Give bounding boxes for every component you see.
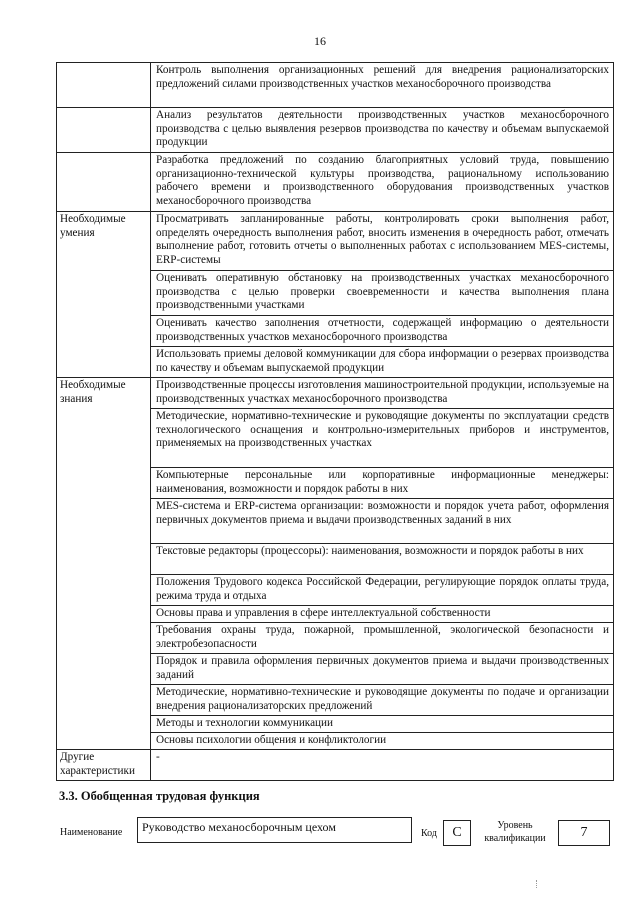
level-field: 7 bbox=[558, 820, 610, 846]
name-label: Наименование bbox=[60, 827, 123, 838]
row-label bbox=[57, 108, 151, 153]
code-field: С bbox=[443, 820, 471, 846]
row-text: Основы психологии общения и конфликтологии bbox=[151, 733, 614, 750]
competency-table bbox=[56, 62, 614, 781]
row-text: Использовать приемы деловой коммуникации для сбора информации о резервах производства по качеству и объемам выпускаемой продукции bbox=[151, 347, 614, 378]
row-text: Методы и технологии коммуникации bbox=[151, 716, 614, 733]
row-text: Производственные процессы изготовления машиностроительной продукции, используемые на производственных участках механосборочного производства bbox=[151, 378, 614, 409]
code-label: Код bbox=[421, 828, 437, 839]
row-label-knowledge: Необходимые знания bbox=[57, 378, 151, 750]
row-text: Положения Трудового кодекса Российской Федерации, регулирующие порядок оплаты труда, режима труда и отдыха bbox=[151, 575, 614, 606]
row-text: MES-система и ERP-система организации: возможности и порядок учета работ, оформления первичных документов приема и выдачи производственных заданий в них bbox=[151, 499, 614, 544]
row-text: Методические, нормативно-технические и руководящие документы по эксплуатации средств технологического оснащения и контрольно-измерительных приборов и инструментов, применяемых на производственных участках bbox=[151, 409, 614, 468]
row-text: Анализ результатов деятельности производственных участков механосборочного производства с целью выявления резервов производства по качеству и объемам выпускаемой продукции bbox=[151, 108, 614, 153]
scan-mark bbox=[536, 880, 539, 888]
row-label-skills: Необходимые умения bbox=[57, 212, 151, 378]
table-row bbox=[57, 108, 614, 153]
row-text: Оценивать оперативную обстановку на производственных участках механосборочного производства с целью проверки своевременности и качества выполнения плана производственными участками bbox=[151, 271, 614, 316]
row-label bbox=[57, 153, 151, 212]
page-number: 16 bbox=[314, 34, 326, 48]
row-text: Основы права и управления в сфере интеллектуальной собственности bbox=[151, 606, 614, 623]
row-text: Текстовые редакторы (процессоры): наименования, возможности и порядок работы в них bbox=[151, 544, 614, 575]
name-field: Руководство механосборочным цехом bbox=[137, 817, 412, 843]
row-text: Оценивать качество заполнения отчетности, содержащей информацию о деятельности производственных участков механосборочного производства bbox=[151, 316, 614, 347]
row-label-other: Другие характеристики bbox=[57, 750, 151, 781]
table-row bbox=[57, 750, 614, 781]
row-text: Разработка предложений по созданию благоприятных условий труда, повышению организационно-технической культуры производства, рациональному использованию рабочего времени и производственного оборудования производственных участков механосборочного производства bbox=[151, 153, 614, 212]
row-text: Методические, нормативно-технические и руководящие документы по подаче и организации внедрения рационализаторских предложений bbox=[151, 685, 614, 716]
row-label bbox=[57, 63, 151, 108]
row-text: Просматривать запланированные работы, контролировать сроки выполнения работ, определять очередность выполнения работ, вносить изменения в очередность работ, отмечать выполнение работ, готовить отчеты о выполненных работах с использованием MES-системы, ERP-системы bbox=[151, 212, 614, 271]
row-text: Компьютерные персональные или корпоративные информационные менеджеры: наименования, возможности и порядок работы в них bbox=[151, 468, 614, 499]
table-row bbox=[57, 63, 614, 108]
table-row bbox=[57, 212, 614, 271]
row-text: Контроль выполнения организационных решений для внедрения рационализаторских предложений силами производственных участков механосборочного производства bbox=[151, 63, 614, 108]
section-title: 3.3. Обобщенная трудовая функция bbox=[59, 789, 260, 803]
table-row bbox=[57, 378, 614, 409]
table-row bbox=[57, 153, 614, 212]
row-text: Порядок и правила оформления первичных документов приема и выдачи производственных заданий bbox=[151, 654, 614, 685]
level-label: Уровень квалификации bbox=[484, 820, 546, 844]
row-text: - bbox=[151, 750, 614, 781]
row-text: Требования охраны труда, пожарной, промышленной, экологической безопасности и электробезопасности bbox=[151, 623, 614, 654]
function-form bbox=[0, 817, 640, 857]
